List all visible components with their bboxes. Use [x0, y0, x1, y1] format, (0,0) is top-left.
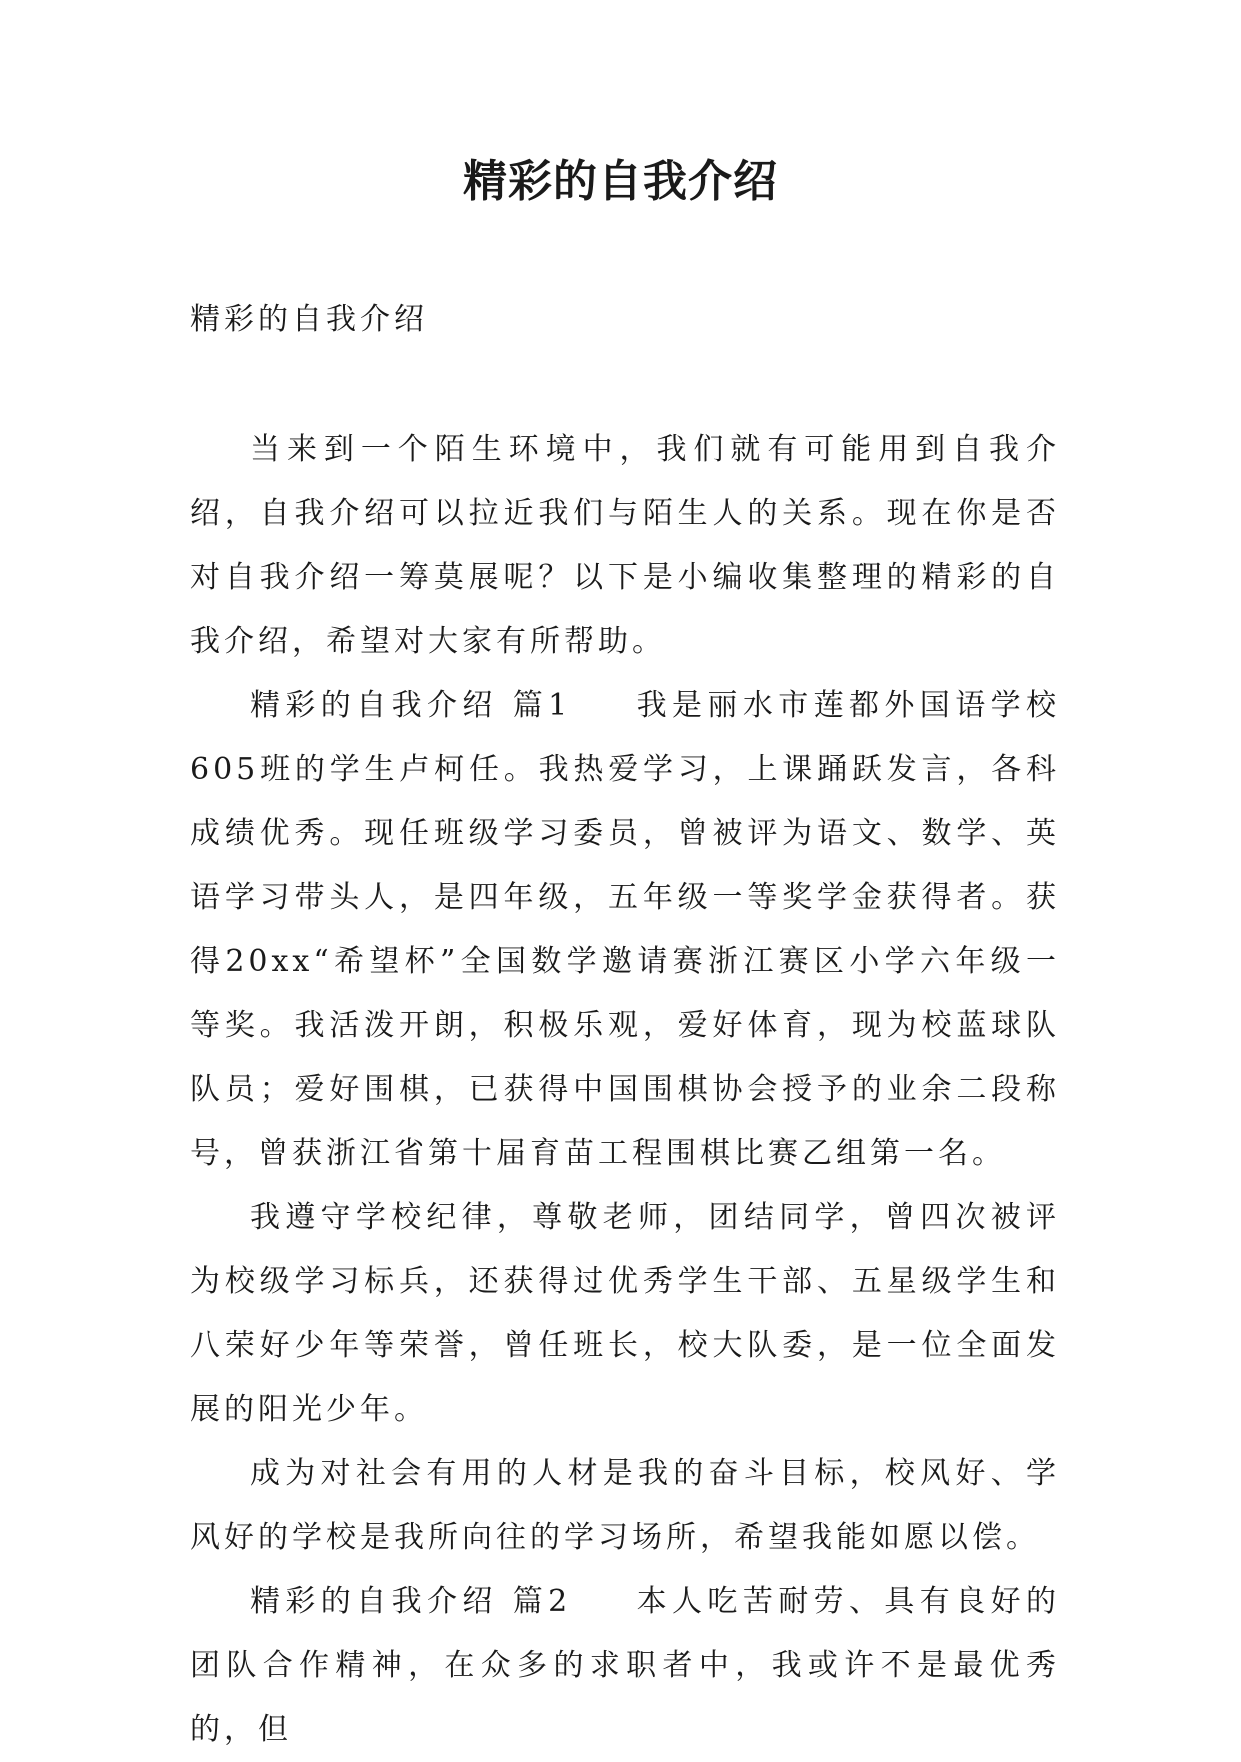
section-2-heading: 精彩的自我介绍 篇2 [250, 1584, 572, 1619]
section-1-paragraph-3 [190, 1442, 1060, 1570]
paragraph-text: 我遵守学校纪律，尊敬老师，团结同学，曾四次被评为校级学习标兵，还获得过优秀学生干部、五星级学生和八荣好少年等荣誉，曾任班长，校大队委，是一位全面发展的阳光少年。 [190, 1200, 1060, 1427]
paragraph-text: 本人吃苦耐劳、具有良好的团队合作精神，在众多的求职者中，我或许不是最优秀的，但 [190, 1584, 1061, 1747]
paragraph-text: 成为对社会有用的人材是我的奋斗目标，校风好、学风好的学校是我所向往的学习场所，希望我能如愿以偿。 [190, 1456, 1060, 1555]
paragraph-text: 我是丽水市莲都外国语学校605班的学生卢柯任。我热爱学习，上课踊跃发言，各科成绩优秀。现任班级学习委员，曾被评为语文、数学、英语学习带头人，是四年级，五年级一等奖学金获得者。获得20xx“希望杯”全国数学邀请赛浙江赛区小学六年级一等奖。我活泼开朗，积极乐观，爱好体育，现为校蓝球队队员；爱好围棋，已获得中国围棋协会授予的业余二段称号，曾获浙江省第十届育苗工程围棋比赛乙组第一名。 [190, 688, 1061, 1171]
paragraph-text: 当来到一个陌生环境中，我们就有可能用到自我介绍，自我介绍可以拉近我们与陌生人的关系。现在你是否对自我介绍一筹莫展呢？以下是小编收集整理的精彩的自我介绍，希望对大家有所帮助。 [190, 432, 1060, 659]
document-body [190, 288, 1060, 1762]
intro-paragraph [190, 418, 1060, 674]
section-1-paragraph-2 [190, 1186, 1060, 1442]
section-2-paragraph [190, 1570, 1060, 1762]
section-1-heading: 精彩的自我介绍 篇1 [250, 688, 572, 723]
section-1-paragraph [190, 674, 1060, 1186]
document-subtitle: 精彩的自我介绍 [190, 302, 428, 337]
document-title: 精彩的自我介绍 [463, 156, 778, 207]
